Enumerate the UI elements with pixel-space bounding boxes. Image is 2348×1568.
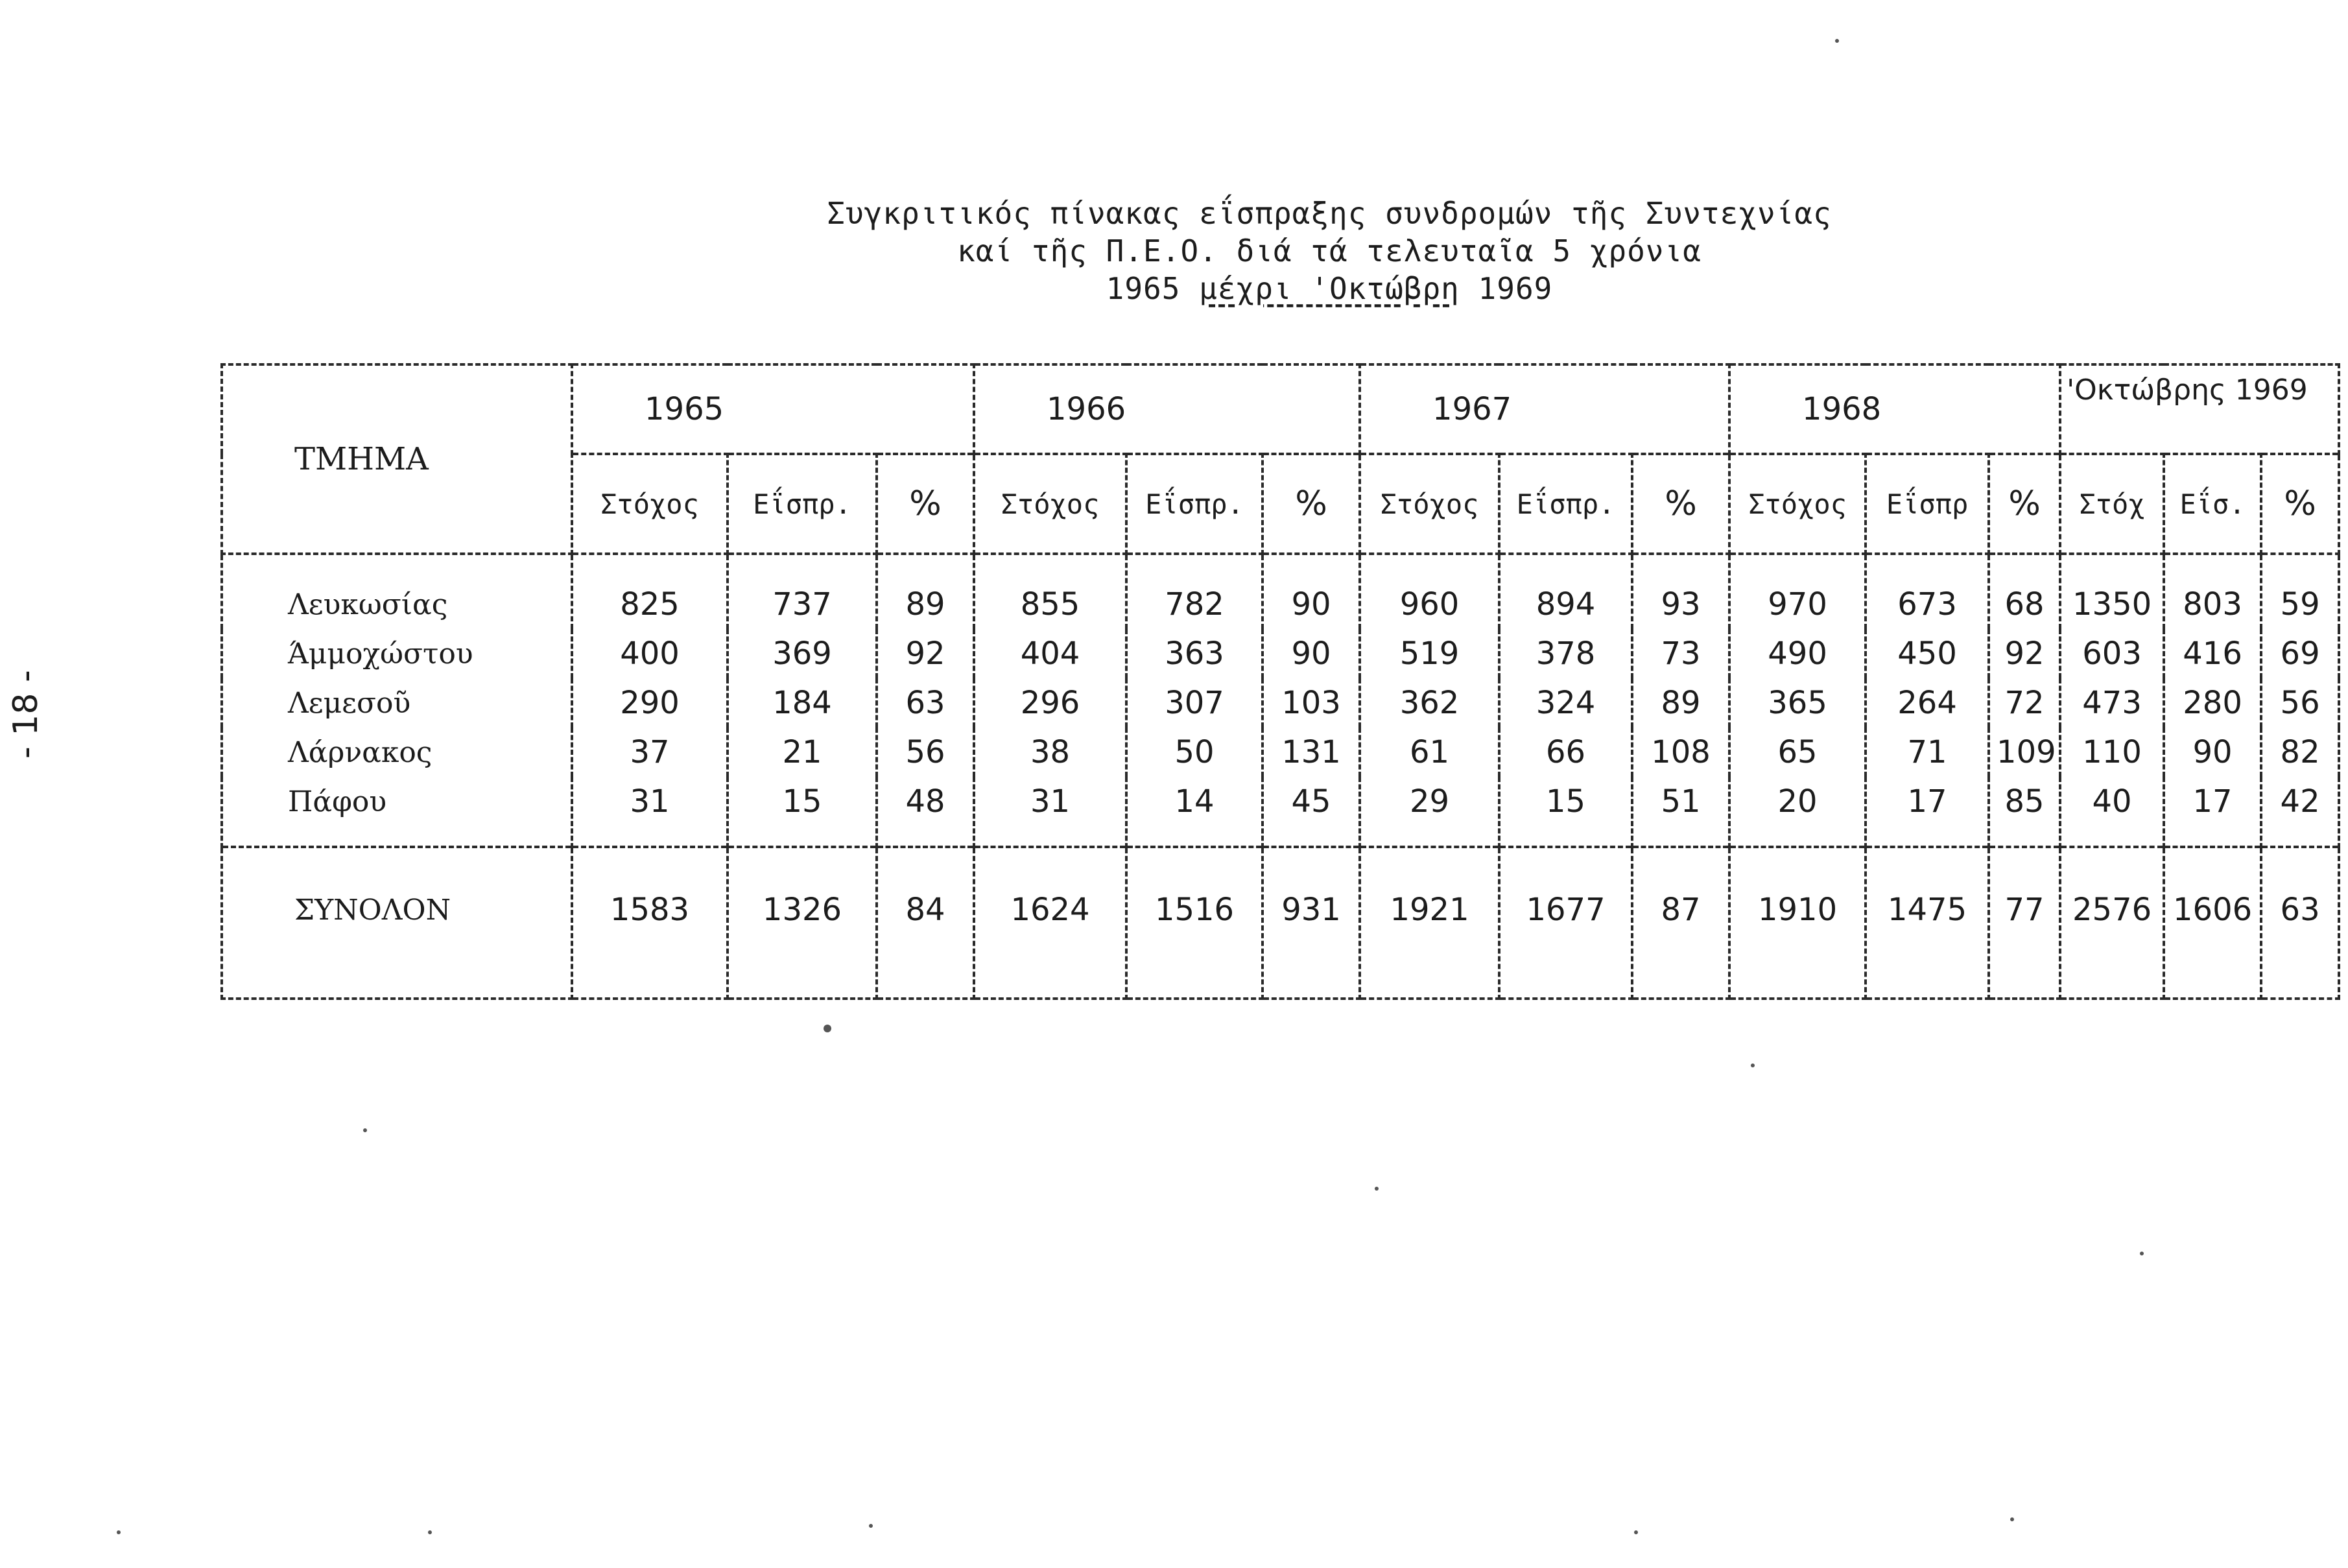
title-line-3-start: 1965 (1106, 271, 1200, 306)
total-cell: 1516 (1126, 847, 1263, 999)
total-cell: 1606 (2164, 847, 2261, 999)
total-cell: 1921 (1360, 847, 1499, 999)
year-header: 1966 (974, 364, 1360, 454)
table-cell: 21 (728, 728, 877, 777)
scan-speck (824, 1025, 831, 1032)
table-cell: 92 (877, 629, 974, 678)
table-cell: 17 (2164, 777, 2261, 847)
table-cell: 782 (1126, 554, 1263, 629)
scan-speck (1751, 1063, 1755, 1067)
table-cell: 29 (1360, 777, 1499, 847)
table-cell: 1350 (2060, 554, 2164, 629)
table-cell: 365 (1729, 678, 1866, 728)
department-name: Άμμοχώστου (222, 629, 572, 678)
page-number: - 18 - (6, 670, 45, 759)
table-cell: 42 (2261, 777, 2339, 847)
table-cell: 66 (1499, 728, 1632, 777)
table-cell: 290 (572, 678, 728, 728)
table-cell: 307 (1126, 678, 1263, 728)
table-cell: 59 (2261, 554, 2339, 629)
scan-speck (2140, 1252, 2144, 1255)
table-cell: 85 (1989, 777, 2060, 847)
total-cell: 87 (1632, 847, 1729, 999)
table-cell: 15 (728, 777, 877, 847)
table-cell: 92 (1989, 629, 2060, 678)
table-cell: 108 (1632, 728, 1729, 777)
table-cell: 103 (1263, 678, 1360, 728)
year-header: 'Οκτώβρης 1969 (2060, 364, 2339, 454)
col-collected: Εΐσ. (2164, 454, 2261, 554)
table-cell: 110 (2060, 728, 2164, 777)
table-cell: 803 (2164, 554, 2261, 629)
year-header: 1968 (1729, 364, 2060, 454)
table-cell: 970 (1729, 554, 1866, 629)
table-cell: 109 (1989, 728, 2060, 777)
table-cell: 296 (974, 678, 1126, 728)
table-cell: 48 (877, 777, 974, 847)
table-cell: 93 (1632, 554, 1729, 629)
table-cell: 90 (2164, 728, 2261, 777)
table-cell: 38 (974, 728, 1126, 777)
table-cell: 737 (728, 554, 877, 629)
total-cell: 2576 (2060, 847, 2164, 999)
table-cell: 90 (1263, 554, 1360, 629)
table-cell: 490 (1729, 629, 1866, 678)
table-cell: 68 (1989, 554, 2060, 629)
table-cell: 37 (572, 728, 728, 777)
scan-speck (869, 1524, 873, 1528)
table-cell: 31 (572, 777, 728, 847)
table-cell: 131 (1263, 728, 1360, 777)
total-cell: 1677 (1499, 847, 1632, 999)
table-row (222, 728, 2339, 777)
table-cell: 519 (1360, 629, 1499, 678)
table-row (222, 678, 2339, 728)
total-cell: 63 (2261, 847, 2339, 999)
table-cell: 825 (572, 554, 728, 629)
table-cell: 82 (2261, 728, 2339, 777)
table-cell: 56 (2261, 678, 2339, 728)
table-row (222, 554, 2339, 629)
col-target: Στόχος (1360, 454, 1499, 554)
total-cell: 77 (1989, 847, 2060, 999)
table-cell: 673 (1866, 554, 1989, 629)
table-cell: 40 (2060, 777, 2164, 847)
title-line-2: καί τῆς Π.Ε.Ο. διά τά τελευταῖα 5 χρόνια (957, 233, 1702, 268)
total-cell: 1475 (1866, 847, 1989, 999)
col-percent: % (1263, 454, 1360, 554)
table-cell: 56 (877, 728, 974, 777)
title-line-3-underlined: μέχρι 'Οκτώβρη (1199, 271, 1460, 306)
col-collected: Εΐσπρ. (1499, 454, 1632, 554)
col-percent: % (2261, 454, 2339, 554)
table-cell: 894 (1499, 554, 1632, 629)
table-cell: 855 (974, 554, 1126, 629)
col-target: Στόχ (2060, 454, 2164, 554)
scan-speck (2010, 1517, 2014, 1521)
table-cell: 72 (1989, 678, 2060, 728)
table-cell: 960 (1360, 554, 1499, 629)
total-row (222, 847, 2339, 999)
scan-speck (117, 1530, 121, 1534)
subscriptions-table (220, 363, 2340, 1000)
table-row (222, 777, 2339, 847)
table-cell: 264 (1866, 678, 1989, 728)
table-cell: 363 (1126, 629, 1263, 678)
table-cell: 69 (2261, 629, 2339, 678)
table-cell: 184 (728, 678, 877, 728)
table-cell: 73 (1632, 629, 1729, 678)
table-cell: 50 (1126, 728, 1263, 777)
table-cell: 280 (2164, 678, 2261, 728)
table-cell: 450 (1866, 629, 1989, 678)
table-cell: 51 (1632, 777, 1729, 847)
total-cell: 1624 (974, 847, 1126, 999)
title-line-1: Συγκριτικός πίνακας εΐσπραξης συνδρομών τῆς Συντεχνίας (827, 196, 1832, 231)
table-cell: 63 (877, 678, 974, 728)
table-cell: 17 (1866, 777, 1989, 847)
table-cell: 90 (1263, 629, 1360, 678)
table-cell: 416 (2164, 629, 2261, 678)
table-cell: 378 (1499, 629, 1632, 678)
total-cell: 1326 (728, 847, 877, 999)
table-cell: 89 (877, 554, 974, 629)
table-row (222, 629, 2339, 678)
col-collected: Εΐσπρ. (1126, 454, 1263, 554)
table-cell: 400 (572, 629, 728, 678)
table-cell: 404 (974, 629, 1126, 678)
scan-speck (363, 1128, 367, 1132)
table-cell: 324 (1499, 678, 1632, 728)
table-cell: 15 (1499, 777, 1632, 847)
table-cell: 14 (1126, 777, 1263, 847)
total-cell: 1910 (1729, 847, 1866, 999)
col-collected: Εΐσπρ. (728, 454, 877, 554)
scan-speck (428, 1530, 432, 1534)
document-title (713, 195, 1945, 307)
department-name: Λεμεσοῦ (222, 678, 572, 728)
title-line-3-end: 1969 (1459, 271, 1553, 306)
table-cell: 20 (1729, 777, 1866, 847)
total-cell: 1583 (572, 847, 728, 999)
table-cell: 369 (728, 629, 877, 678)
col-percent: % (1632, 454, 1729, 554)
scan-speck (1634, 1530, 1638, 1534)
year-header-row (222, 364, 2339, 454)
title-line-3 (713, 270, 1945, 307)
total-label: ΣΥΝΟΛΟΝ (222, 847, 572, 999)
col-target: Στόχος (1729, 454, 1866, 554)
table-cell: 71 (1866, 728, 1989, 777)
department-header: ΤΜΗΜΑ (222, 364, 572, 554)
scan-speck (1835, 39, 1839, 43)
table-cell: 45 (1263, 777, 1360, 847)
table-cell: 31 (974, 777, 1126, 847)
col-percent: % (1989, 454, 2060, 554)
col-target: Στόχος (572, 454, 728, 554)
department-name: Λευκωσίας (222, 554, 572, 629)
department-name: Πάφου (222, 777, 572, 847)
col-percent: % (877, 454, 974, 554)
table-cell: 65 (1729, 728, 1866, 777)
table-cell: 61 (1360, 728, 1499, 777)
table-cell: 89 (1632, 678, 1729, 728)
scan-speck (1375, 1187, 1379, 1191)
total-cell: 84 (877, 847, 974, 999)
year-header: 1965 (572, 364, 974, 454)
col-target: Στόχος (974, 454, 1126, 554)
table-cell: 362 (1360, 678, 1499, 728)
department-name: Λάρνακος (222, 728, 572, 777)
year-header: 1967 (1360, 364, 1729, 454)
table-cell: 603 (2060, 629, 2164, 678)
col-collected: Εΐσπρ (1866, 454, 1989, 554)
total-cell: 931 (1263, 847, 1360, 999)
table-cell: 473 (2060, 678, 2164, 728)
